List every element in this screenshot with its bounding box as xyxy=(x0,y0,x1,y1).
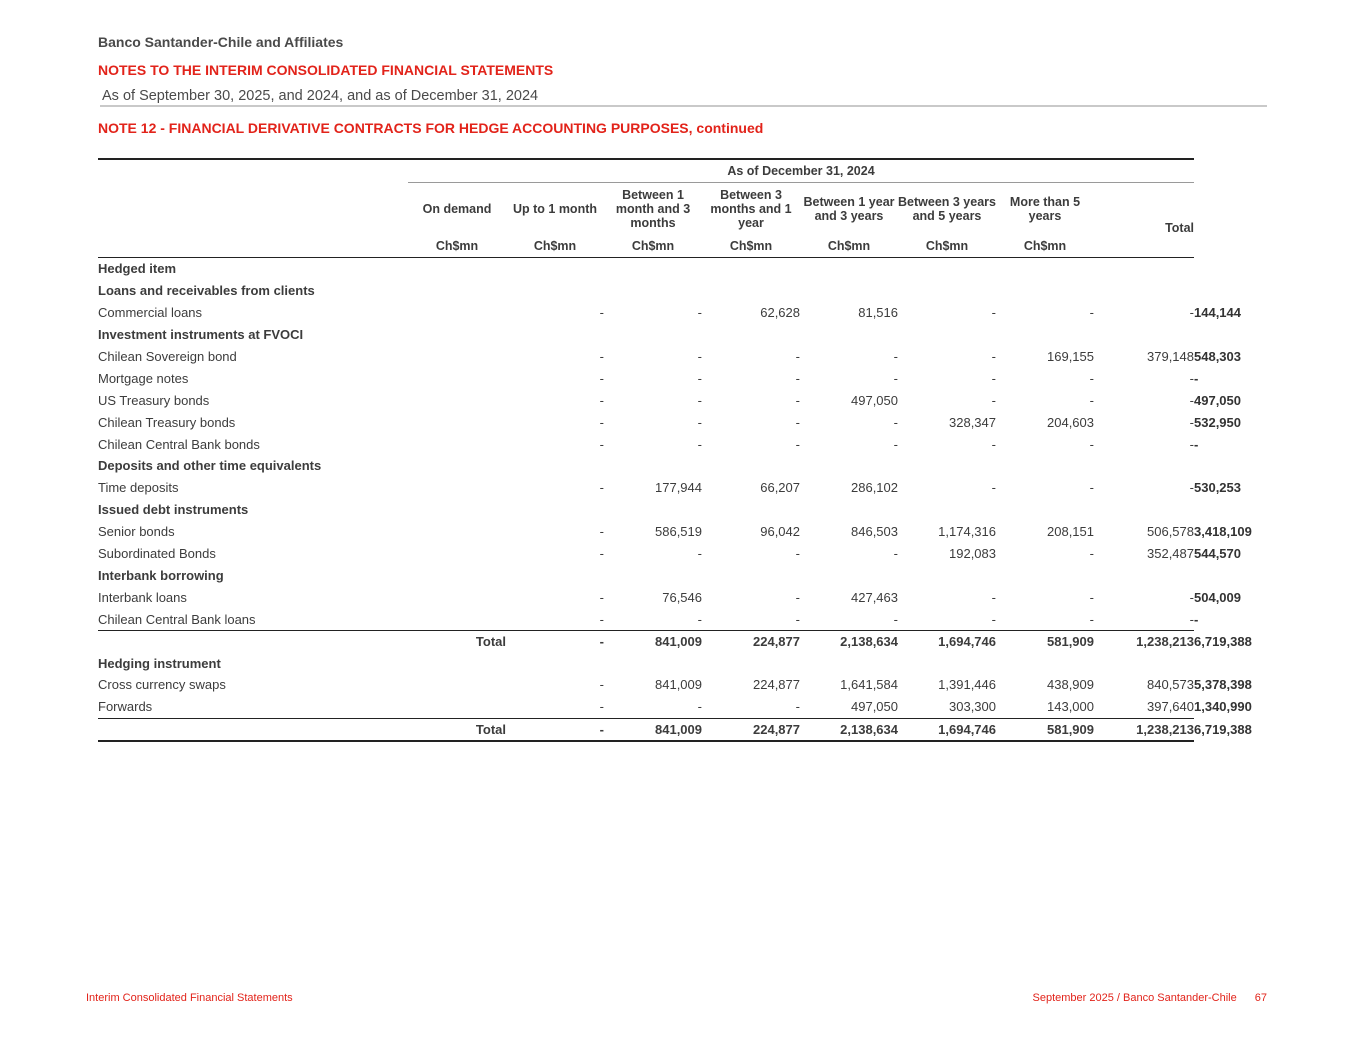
unit-label: Ch$mn xyxy=(408,235,506,258)
row-label: Loans and receivables from clients xyxy=(98,283,315,299)
value-cell xyxy=(506,455,604,477)
row-label: Interbank loans xyxy=(98,589,187,605)
section-row xyxy=(98,280,1194,302)
value-cell: - xyxy=(893,546,898,562)
section-row xyxy=(98,499,1194,521)
value-cell xyxy=(996,324,1094,346)
unit-label: Ch$mn xyxy=(506,235,604,258)
value-cell: 76,546 xyxy=(662,589,702,605)
value-cell: - xyxy=(506,718,604,741)
value-cell: - xyxy=(697,436,702,452)
value-cell: - xyxy=(599,699,604,715)
col-header: Up to 1 month xyxy=(512,202,597,216)
value-cell xyxy=(604,280,702,302)
value-cell: - xyxy=(697,392,702,408)
value-cell: - xyxy=(893,611,898,627)
row-label: Subordinated Bonds xyxy=(98,546,216,562)
value-cell: 224,877 xyxy=(702,631,800,653)
value-cell: - xyxy=(1189,611,1194,627)
value-cell: - xyxy=(697,349,702,364)
value-cell xyxy=(506,258,604,280)
value-cell: - xyxy=(697,699,702,715)
value-cell xyxy=(996,455,1094,477)
value-cell xyxy=(604,258,702,280)
value-cell xyxy=(800,280,898,302)
value-cell: 497,050 xyxy=(851,699,898,715)
value-cell xyxy=(800,455,898,477)
value-cell: 841,009 xyxy=(655,677,702,693)
value-cell: 2,138,634 xyxy=(800,718,898,741)
value-cell: - xyxy=(795,589,800,605)
value-cell xyxy=(800,324,898,346)
value-cell xyxy=(604,499,702,521)
value-cell: 1,694,746 xyxy=(898,631,996,653)
value-cell: 352,487 xyxy=(1147,546,1194,562)
col-header: Between 3 months and 1 year xyxy=(710,188,792,230)
value-cell xyxy=(898,280,996,302)
note-heading: NOTE 12 - FINANCIAL DERIVATIVE CONTRACTS FOR HEDGE ACCOUNTING PURPOSES, continued xyxy=(98,120,764,136)
table-row: Cross currency swaps - 841,009 224,877 1,641,584 1,391,446 438,909 840,573 5,378,398 xyxy=(98,674,1194,696)
value-cell: 328,347 xyxy=(949,414,996,430)
header-divider xyxy=(100,105,1267,107)
value-cell: - xyxy=(991,436,996,452)
value-cell: - xyxy=(599,546,604,562)
section-row xyxy=(98,324,1194,346)
value-cell: 204,603 xyxy=(1047,414,1094,430)
value-cell xyxy=(996,652,1094,674)
value-cell: - xyxy=(599,524,604,540)
row-spacer xyxy=(98,631,408,653)
footer-doc-title: Interim Consolidated Financial Statements xyxy=(86,992,293,1004)
table-row: US Treasury bonds - - - 497,050 - - - 497,050 xyxy=(98,389,1194,411)
value-cell: 286,102 xyxy=(851,480,898,496)
value-cell: 1,641,584 xyxy=(840,677,898,693)
row-spacer xyxy=(98,718,408,741)
total-row: Total - 841,009 224,877 2,138,634 1,694,746 581,909 1,238,213 6,719,388 xyxy=(98,631,1194,653)
value-cell xyxy=(800,499,898,521)
row-label: Chilean Treasury bonds xyxy=(98,414,236,430)
row-label: Issued debt instruments xyxy=(98,502,249,518)
value-cell xyxy=(1094,280,1194,302)
value-cell xyxy=(800,258,898,280)
value-cell: - xyxy=(506,631,604,653)
row-label: Cross currency swaps xyxy=(98,677,226,693)
col-header: Between 1 month and 3 months xyxy=(615,188,691,230)
row-label: US Treasury bonds xyxy=(98,392,210,408)
value-cell: 841,009 xyxy=(604,718,702,741)
value-cell: - xyxy=(1189,436,1194,452)
column-header-row xyxy=(98,183,1194,236)
value-cell xyxy=(506,652,604,674)
value-cell: 840,573 xyxy=(1147,677,1194,693)
value-cell xyxy=(702,455,800,477)
table-row: Time deposits - 177,944 66,207 286,102 - - - 530,253 xyxy=(98,477,1194,499)
value-cell xyxy=(1094,652,1194,674)
value-cell: 177,944 xyxy=(655,480,702,496)
table-row: Chilean Treasury bonds - - - - 328,347 204,603 - 532,950 xyxy=(98,411,1194,433)
value-cell: - xyxy=(599,370,604,386)
value-cell: - xyxy=(795,699,800,715)
table-row: Interbank loans - 76,546 - 427,463 - - - 504,009 xyxy=(98,586,1194,608)
row-label: Chilean Central Bank bonds xyxy=(98,436,260,452)
unit-label: Ch$mn xyxy=(996,235,1094,258)
value-cell xyxy=(506,499,604,521)
value-cell xyxy=(702,280,800,302)
value-cell: 169,155 xyxy=(1047,349,1094,364)
table-row: Chilean Central Bank loans - - - - - - - - xyxy=(98,608,1194,630)
value-cell: - xyxy=(991,611,996,627)
value-cell: - xyxy=(599,392,604,408)
row-label: Mortgage notes xyxy=(98,370,189,386)
value-cell: - xyxy=(893,349,898,364)
value-cell: - xyxy=(599,480,604,496)
table-row: Forwards - - - 497,050 303,300 143,000 397,640 1,340,990 xyxy=(98,696,1194,718)
value-cell: - xyxy=(795,370,800,386)
value-cell: 581,909 xyxy=(996,631,1094,653)
report-date: As of September 30, 2025, and 2024, and as of December 31, 2024 xyxy=(102,88,539,104)
row-label: Time deposits xyxy=(98,480,179,496)
footer-date-bank: September 2025 / Banco Santander-Chile xyxy=(1032,992,1237,1004)
value-cell: - xyxy=(697,546,702,562)
value-cell xyxy=(506,280,604,302)
value-cell: 2,138,634 xyxy=(800,631,898,653)
value-cell xyxy=(898,324,996,346)
value-cell xyxy=(604,324,702,346)
value-cell: - xyxy=(1089,546,1094,562)
value-cell: - xyxy=(795,414,800,430)
value-cell: - xyxy=(599,305,604,321)
value-cell: - xyxy=(599,589,604,605)
value-cell xyxy=(898,258,996,280)
value-cell: - xyxy=(991,392,996,408)
row-label: Investment instruments at FVOCI xyxy=(98,327,304,343)
value-cell xyxy=(702,258,800,280)
value-cell: - xyxy=(795,349,800,364)
value-cell: 1,391,446 xyxy=(938,677,996,693)
value-cell: - xyxy=(697,611,702,627)
value-cell xyxy=(506,324,604,346)
value-cell: 224,877 xyxy=(702,718,800,741)
value-cell: - xyxy=(1089,392,1094,408)
value-cell: 1,174,316 xyxy=(938,524,996,540)
value-cell: - xyxy=(795,611,800,627)
section-row xyxy=(98,455,1194,477)
value-cell: - xyxy=(1089,436,1094,452)
value-cell: 81,516 xyxy=(858,305,898,321)
value-cell: 143,000 xyxy=(1047,699,1094,715)
value-cell: - xyxy=(991,589,996,605)
value-cell: 438,909 xyxy=(1047,677,1094,693)
row-label: Forwards xyxy=(98,699,153,715)
value-cell xyxy=(1094,455,1194,477)
value-cell: - xyxy=(1189,589,1194,605)
value-cell xyxy=(1094,258,1194,280)
value-cell xyxy=(604,652,702,674)
value-cell xyxy=(604,455,702,477)
value-cell: - xyxy=(1089,480,1094,496)
value-cell: 96,042 xyxy=(760,524,800,540)
value-cell: 1,238,213 xyxy=(1094,631,1194,653)
value-cell xyxy=(702,564,800,586)
page-number: 67 xyxy=(1254,992,1267,1004)
value-cell: - xyxy=(697,414,702,430)
value-cell: - xyxy=(599,611,604,627)
value-cell xyxy=(898,652,996,674)
value-cell: - xyxy=(991,305,996,321)
table-row: Subordinated Bonds - - - - 192,083 - 352,487 544,570 xyxy=(98,543,1194,565)
table-row: Senior bonds - 586,519 96,042 846,503 1,174,316 208,151 506,578 3,418,109 xyxy=(98,521,1194,543)
value-cell: 506,578 xyxy=(1147,524,1194,540)
value-cell: 841,009 xyxy=(604,631,702,653)
value-cell: 379,148 xyxy=(1147,349,1194,364)
value-cell: - xyxy=(1089,611,1094,627)
value-cell xyxy=(702,324,800,346)
unit-label: Ch$mn xyxy=(702,235,800,258)
value-cell: - xyxy=(697,370,702,386)
row-label: Deposits and other time equivalents xyxy=(98,458,322,474)
row-label: Hedged item xyxy=(98,261,177,277)
value-cell: 66,207 xyxy=(760,480,800,496)
value-cell: 62,628 xyxy=(760,305,800,321)
value-cell xyxy=(996,280,1094,302)
value-cell xyxy=(506,564,604,586)
table-row: Chilean Sovereign bond - - - - - 169,155 379,148 548,303 xyxy=(98,346,1194,368)
value-cell xyxy=(996,499,1094,521)
section-row xyxy=(98,652,1194,674)
total-row: Total - 841,009 224,877 2,138,634 1,694,746 581,909 1,238,213 6,719,388 xyxy=(98,718,1194,741)
value-cell: - xyxy=(893,414,898,430)
value-cell: - xyxy=(1089,589,1094,605)
value-cell xyxy=(898,499,996,521)
value-cell: - xyxy=(1189,370,1194,386)
unit-label: Ch$mn xyxy=(800,235,898,258)
col-header: Between 3 years and 5 years xyxy=(898,195,996,223)
value-cell: - xyxy=(795,392,800,408)
value-cell: - xyxy=(599,436,604,452)
col-header: Total xyxy=(1165,221,1194,235)
row-label: Chilean Sovereign bond xyxy=(98,349,237,364)
value-cell: - xyxy=(599,414,604,430)
value-cell xyxy=(1094,499,1194,521)
value-cell: - xyxy=(893,436,898,452)
table-row: Mortgage notes - - - - - - - - xyxy=(98,367,1194,389)
value-cell: - xyxy=(1189,305,1194,321)
value-cell: 303,300 xyxy=(949,699,996,715)
value-cell: - xyxy=(991,349,996,364)
value-cell: 497,050 xyxy=(851,392,898,408)
unit-label: Ch$mn xyxy=(604,235,702,258)
company-name: Banco Santander-Chile and Affiliates xyxy=(98,34,344,50)
value-cell xyxy=(898,455,996,477)
value-cell: 427,463 xyxy=(851,589,898,605)
value-cell: 397,640 xyxy=(1147,699,1194,715)
value-cell: - xyxy=(599,677,604,693)
value-cell xyxy=(996,258,1094,280)
value-cell xyxy=(800,564,898,586)
value-cell: 192,083 xyxy=(949,546,996,562)
value-cell xyxy=(1094,324,1194,346)
value-cell xyxy=(800,652,898,674)
value-cell: 224,877 xyxy=(753,677,800,693)
value-cell xyxy=(898,564,996,586)
total-label: Total xyxy=(408,718,506,741)
col-header: On demand xyxy=(422,202,492,216)
value-cell: 586,519 xyxy=(655,524,702,540)
section-row xyxy=(98,258,1194,280)
value-cell: - xyxy=(1089,370,1094,386)
row-label: Commercial loans xyxy=(98,305,203,321)
section-row xyxy=(98,564,1194,586)
unit-label xyxy=(1094,235,1194,258)
table-row: Chilean Central Bank bonds - - - - - - - - xyxy=(98,433,1194,455)
maturity-table xyxy=(98,158,1252,742)
value-cell: 846,503 xyxy=(851,524,898,540)
value-cell: - xyxy=(1189,414,1194,430)
value-cell: 1,694,746 xyxy=(898,718,996,741)
value-cell: 208,151 xyxy=(1047,524,1094,540)
value-cell: - xyxy=(1089,305,1094,321)
col-header: Between 1 year and 3 years xyxy=(803,195,895,223)
value-cell xyxy=(604,564,702,586)
table-row: Commercial loans - - 62,628 81,516 - - - 144,144 xyxy=(98,302,1194,324)
value-cell: - xyxy=(1189,480,1194,496)
value-cell xyxy=(996,564,1094,586)
value-cell: - xyxy=(599,349,604,364)
value-cell: - xyxy=(893,370,898,386)
total-label: Total xyxy=(408,631,506,653)
value-cell xyxy=(702,499,800,521)
notes-title: NOTES TO THE INTERIM CONSOLIDATED FINANCIAL STATEMENTS xyxy=(98,62,554,78)
value-cell: 581,909 xyxy=(996,718,1094,741)
row-label: Senior bonds xyxy=(98,524,175,540)
units-row xyxy=(98,235,1194,258)
footer-right xyxy=(1033,992,1268,1004)
value-cell: 1,238,213 xyxy=(1094,718,1194,741)
value-cell: - xyxy=(1189,392,1194,408)
value-cell xyxy=(702,652,800,674)
value-cell: - xyxy=(795,436,800,452)
row-label: Chilean Central Bank loans xyxy=(98,611,256,627)
value-cell xyxy=(1094,564,1194,586)
unit-label: Ch$mn xyxy=(898,235,996,258)
row-label: Interbank borrowing xyxy=(98,567,224,583)
col-header: More than 5 years xyxy=(1009,195,1081,223)
value-cell: - xyxy=(991,370,996,386)
row-label: Hedging instrument xyxy=(98,655,221,671)
value-cell: - xyxy=(795,546,800,562)
value-cell: - xyxy=(697,305,702,321)
value-cell: - xyxy=(991,480,996,496)
period-header: As of December 31, 2024 xyxy=(408,160,1194,183)
